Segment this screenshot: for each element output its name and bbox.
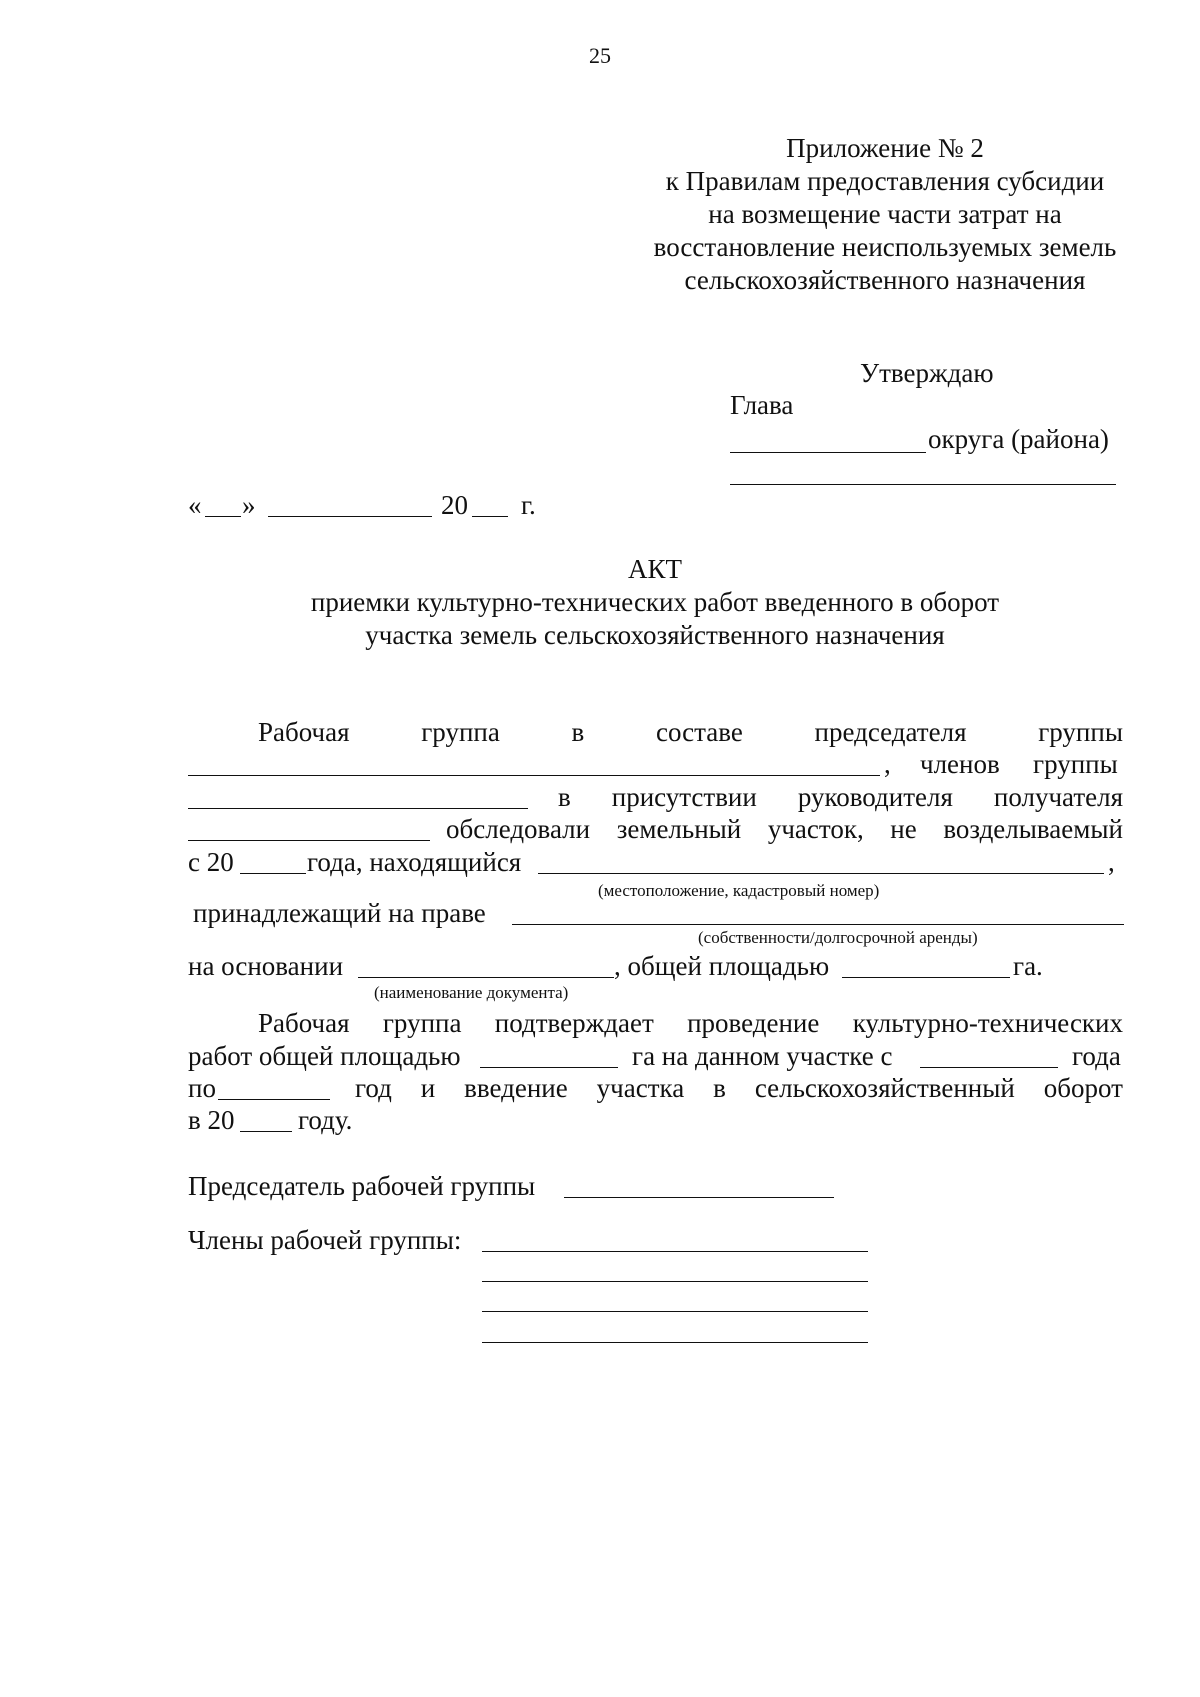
- p2-line-3: год и введение участка в сельскохозяйственный оборот: [355, 1073, 1123, 1103]
- year-prefix: 20: [441, 490, 468, 520]
- open-quote: «: [188, 490, 202, 520]
- year-suffix: г.: [521, 490, 536, 520]
- hint-location: (местоположение, кадастровый номер): [598, 881, 880, 900]
- appendix-line-2: к Правилам предоставления субсидии: [665, 166, 1105, 196]
- district-name-line[interactable]: [730, 452, 926, 453]
- location-line[interactable]: [538, 873, 1104, 874]
- chairman-signature-line[interactable]: [564, 1197, 834, 1198]
- member-signature-line-1[interactable]: [482, 1251, 868, 1252]
- appendix-title: Приложение № 2: [786, 133, 984, 163]
- appendix-line-3: на возмещение части затрат на: [708, 199, 1062, 229]
- works-start-line[interactable]: [920, 1067, 1058, 1068]
- total-area-line[interactable]: [842, 977, 1010, 978]
- member-signature-line-2[interactable]: [482, 1281, 868, 1282]
- act-subtitle-2: участка земель сельскохозяйственного назначения: [365, 620, 945, 650]
- appendix-line-5: сельскохозяйственного назначения: [684, 265, 1086, 295]
- basis-document-line[interactable]: [358, 977, 614, 978]
- works-end-line[interactable]: [218, 1099, 330, 1100]
- members-label: Члены рабочей группы:: [188, 1225, 462, 1255]
- p1-line-4: обследовали земельный участок, не возделываемый: [446, 814, 1123, 844]
- approve-label: Утверждаю: [860, 358, 994, 388]
- year-line[interactable]: [472, 516, 508, 517]
- head-name-line[interactable]: [730, 484, 1116, 485]
- act-subtitle-1: приемки культурно-технических работ введенного в оборот: [310, 587, 1000, 617]
- chairman-label: Председатель рабочей группы: [188, 1171, 536, 1201]
- district-label: округа (района): [928, 424, 1109, 454]
- month-line[interactable]: [268, 516, 432, 517]
- act-heading: АКТ: [628, 554, 682, 584]
- p2-line-1: Рабочая группа подтверждает проведение культурно-технических: [258, 1008, 1123, 1038]
- head-label: Глава: [730, 390, 794, 420]
- p1-line-3: в присутствии руководителя получателя: [558, 782, 1123, 812]
- works-area-line[interactable]: [480, 1067, 618, 1068]
- chairman-name-line[interactable]: [188, 775, 880, 776]
- member-signature-line-3[interactable]: [482, 1311, 868, 1312]
- hint-document: (наименование документа): [374, 983, 569, 1002]
- member-signature-line-4[interactable]: [482, 1342, 868, 1343]
- since-year-line[interactable]: [240, 873, 306, 874]
- day-line[interactable]: [205, 516, 241, 517]
- right-type-line[interactable]: [512, 924, 1124, 925]
- members-line[interactable]: [188, 808, 528, 809]
- appendix-line-4: восстановление неиспользуемых земель: [653, 232, 1117, 262]
- turnover-year-line[interactable]: [240, 1131, 292, 1132]
- page-number: 25: [589, 43, 611, 68]
- recipient-line[interactable]: [188, 840, 430, 841]
- hint-right: (собственности/долгосрочной аренды): [698, 928, 978, 947]
- close-quote: »: [242, 490, 256, 520]
- p1-line-1: Рабочая группа в составе председателя группы: [258, 717, 1123, 747]
